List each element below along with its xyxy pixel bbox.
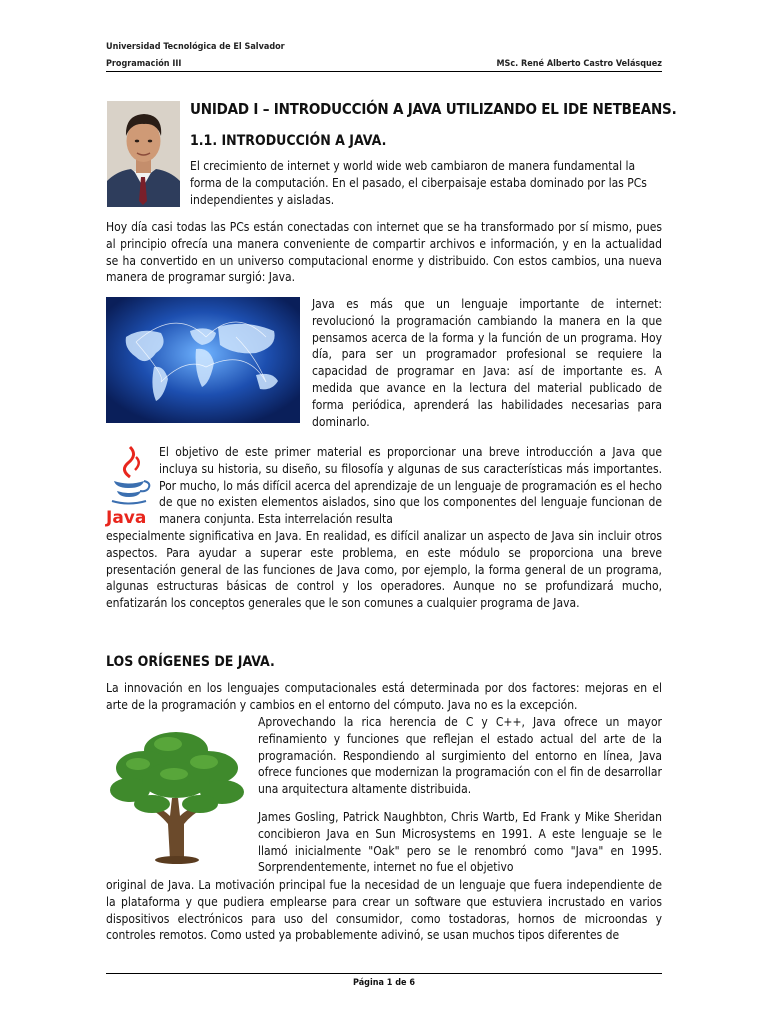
origins-title: LOS ORÍGENES DE JAVA. (106, 654, 275, 670)
section-title: 1.1. INTRODUCCIÓN A JAVA. (190, 133, 387, 149)
paragraph-objective: El objetivo de este primer material es proporcionar una breve introducción a Java que incluya su historia, su diseño, su filosofía y algunas de sus características más importantes. Por mucho, lo más difícil acerca del aprendizaje de un lenguaje de programación es el hecho de que no existen elementos aislados, sino que los componentes del lenguaje funcionan de manera conjunta. Esta interrelación resulta (159, 445, 662, 527)
paragraph-pcs: Hoy día casi todas las PCs están conectadas con internet que se ha transformado por sí mismo, pues al principio ofrecía una manera conveniente de compartir archivos e información, y en la actualidad se ha convertido en un universo computacional enorme y distribuido. Con estos cambios, una nueva manera de programar surgió: Java. (106, 220, 662, 285)
unit-title: UNIDAD I – INTRODUCCIÓN A JAVA UTILIZANDO EL IDE NETBEANS. (190, 100, 677, 118)
world-network-image (106, 297, 300, 423)
header-institution: Universidad Tecnológica de El Salvador (106, 42, 285, 52)
author-portrait (107, 101, 180, 207)
java-logo-text: Java (106, 508, 147, 527)
paragraph-gosling: James Gosling, Patrick Naughbton, Chris Wartb, Ed Frank y Mike Sheridan concibieron Java en Sun Microsystems en 1991. A este lenguaje se le llamó inicialmente "Oak" pero se le renombró como "Java" en 1995. Sorprendentemente, internet no fue el objetivo (258, 810, 662, 875)
paragraph-heritage: Aprovechando la rica herencia de C y C++, Java ofrece un mayor refinamiento y funciones que reflejan el estado actual del arte de la programación. Respondiendo al surgimiento del entorno en línea, Java ofrece funciones que modernizan la programación con el fin de desarrollar una arquitectura altamente distribuida. (258, 715, 662, 797)
header-course: Programación III (106, 59, 182, 69)
header-rule (106, 71, 662, 72)
paragraph-intro: El crecimiento de internet y world wide web cambiaron de manera fundamental la forma de la computación. En el pasado, el ciberpaisaje estaba dominado por las PCs independientes y aisladas. (190, 159, 647, 207)
paragraph-motivation: original de Java. La motivación principal fue la necesidad de un lenguaje que fuera independiente de la plataforma y que pudiera emplearse para crear un software que estuviera incrustado en varios dispositivos electrónicos para uso del consumidor, como tostadoras, hornos de microondas y controles remotos. Como usted ya probablemente adivinó, se usan muchos tipos diferentes de (106, 878, 662, 943)
paragraph-innovation: La innovación en los lenguajes computacionales está determinada por dos factores: mejoras en el arte de la programación y cambios en el entorno del cómputo. Java no es la excepción. (106, 681, 662, 712)
paragraph-java-importance: Java es más que un lenguaje importante de internet: revolucionó la programación cambiando la manera en la que pensamos acerca de la forma y la función de un programa. Hoy día, para ser un programador profesional se requiere la capacidad de programar en Java: así de importante es. A medida que avance en la lectura del material publicado de forma periódica, aprenderá las habilidades necesarias para dominarlo. (312, 297, 662, 429)
page-number: Página 1 de 6 (353, 978, 415, 988)
paragraph-objective-cont: especialmente significativa en Java. En realidad, es difícil analizar un aspecto de Java sin incluir otros aspectos. Para ayudar a superar este problema, en este módulo se proporciona una breve presentación general de las funciones de Java como, por ejemplo, la forma general de un programa, algunas estructuras básicas de control y los operadores. Aunque no se profundizará mucho, enfatizarán los conceptos generales que le son comunes a cualquier programa de Java. (106, 529, 662, 611)
java-logo (104, 443, 154, 527)
footer-rule (106, 973, 662, 974)
oak-tree-image (108, 728, 246, 864)
header-author: MSc. René Alberto Castro Velásquez (496, 59, 662, 69)
